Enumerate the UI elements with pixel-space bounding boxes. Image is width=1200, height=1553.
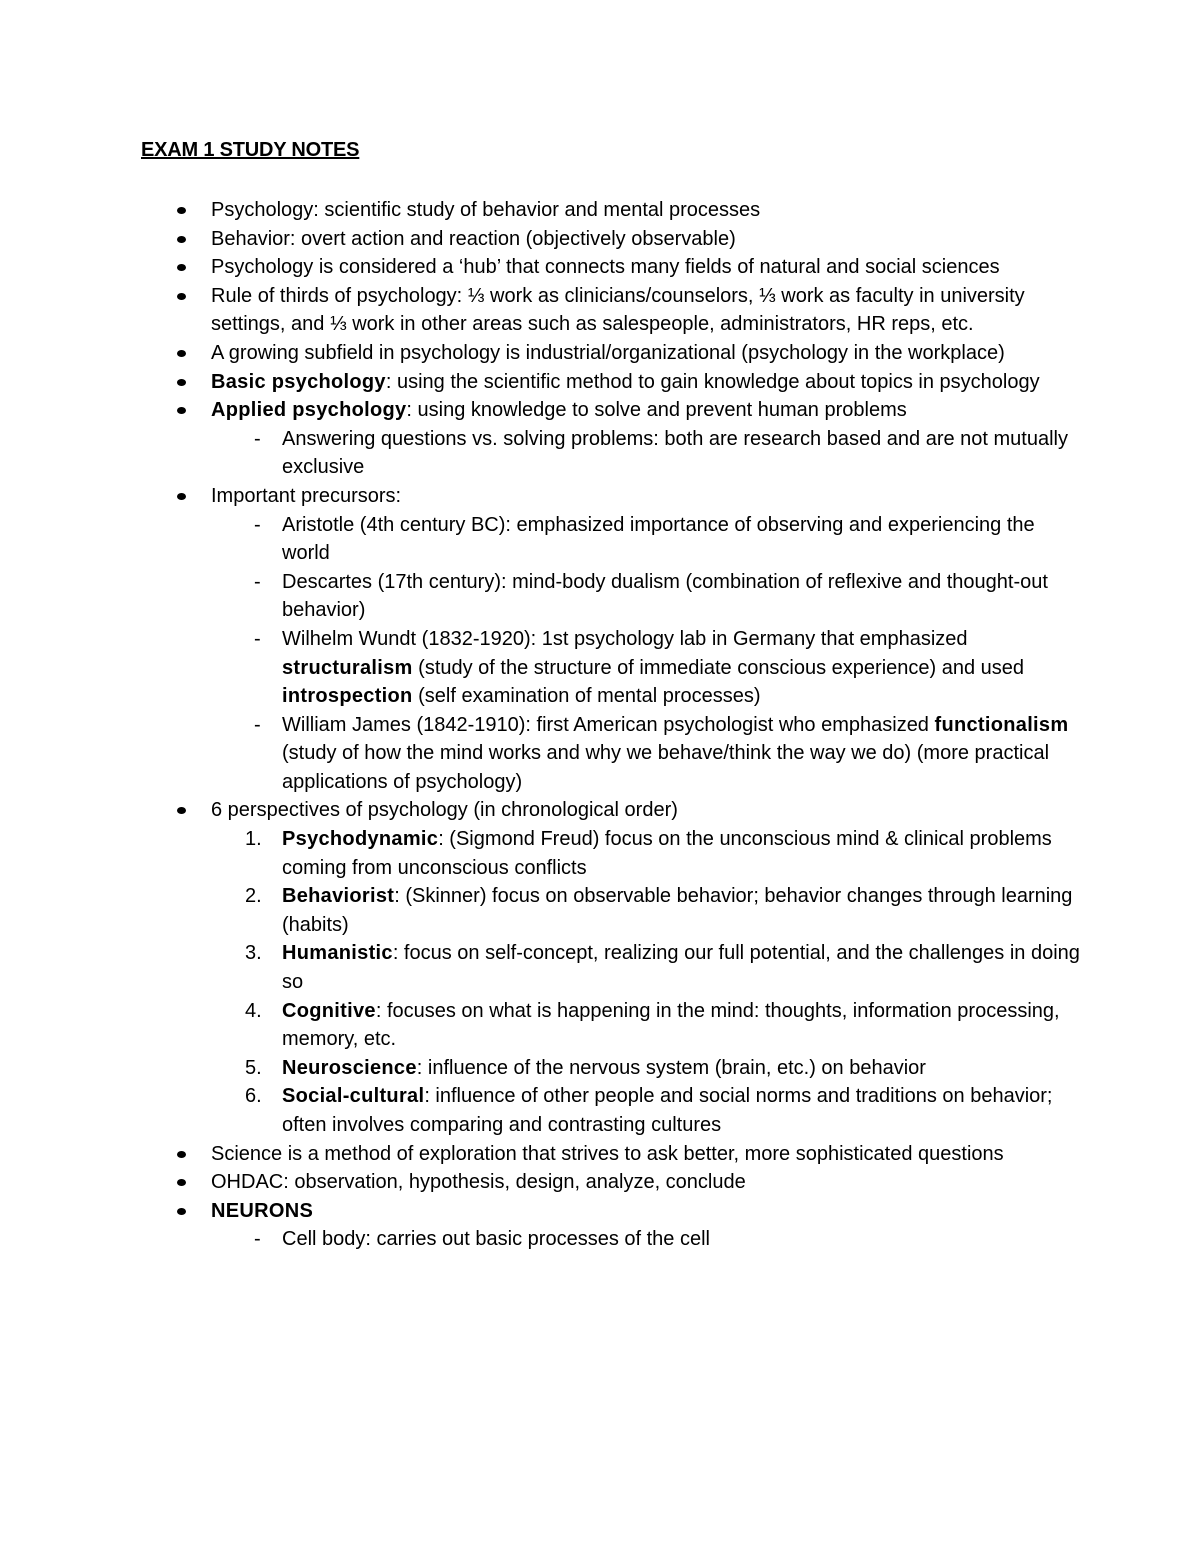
bullet-icon bbox=[177, 407, 186, 414]
note-text: William James (1842-1910): first American psychologist who emphasized bbox=[282, 713, 935, 736]
list-item bbox=[0, 282, 1200, 339]
list-item-text bbox=[211, 228, 736, 250]
dash-marker: - bbox=[254, 1228, 261, 1251]
note-text: Psychology: scientific study of behavior and mental processes bbox=[211, 199, 761, 221]
dash-marker: - bbox=[254, 513, 261, 536]
list-item bbox=[0, 1168, 1200, 1197]
sublist-item bbox=[211, 511, 1080, 568]
bullet-icon bbox=[177, 350, 186, 357]
list-item bbox=[0, 1197, 1200, 1254]
note-text: Cell body: carries out basic processes of the cell bbox=[282, 1228, 710, 1251]
sublist-item-text bbox=[282, 1057, 926, 1079]
list-item-text bbox=[211, 1143, 1004, 1165]
sublist-item bbox=[211, 425, 1080, 482]
list-item bbox=[0, 796, 1200, 1139]
list-item bbox=[0, 368, 1200, 397]
sublist-item bbox=[211, 939, 1080, 996]
sublist-item-text bbox=[282, 714, 1068, 793]
sublist-item-text bbox=[282, 628, 1024, 707]
bullet-icon bbox=[177, 493, 186, 500]
bold-term: Cognitive bbox=[282, 999, 376, 1022]
sublist-item-text bbox=[282, 571, 1048, 622]
sublist-item bbox=[211, 882, 1080, 939]
list-item-text bbox=[211, 399, 907, 421]
note-text: : using knowledge to solve and prevent human problems bbox=[406, 399, 907, 422]
note-text: : focuses on what is happening in the mind: thoughts, information processing, memory, etc. bbox=[282, 999, 1060, 1051]
list-number: 4. bbox=[245, 999, 262, 1022]
note-text: Wilhelm Wundt (1832-1920): 1st psychology lab in Germany that emphasized bbox=[282, 627, 968, 650]
sublist-item-text bbox=[282, 828, 1052, 879]
list-item bbox=[0, 482, 1200, 797]
sublist-item-text bbox=[282, 885, 1072, 936]
bullet-icon bbox=[177, 264, 186, 271]
note-text: Psychology is considered a ‘hub’ that connects many fields of natural and social sciences bbox=[211, 256, 1000, 279]
dash-marker: - bbox=[254, 713, 261, 736]
dash-marker: - bbox=[254, 427, 261, 450]
note-text: : influence of other people and social norms and traditions on behavior; often involves comparing and contrasting cultures bbox=[282, 1085, 1053, 1136]
sublist-item-text bbox=[282, 514, 1035, 565]
note-text: (study of the structure of immediate conscious experience) and used bbox=[412, 656, 1025, 679]
note-text: Science is a method of exploration that strives to ask better, more sophisticated questions bbox=[211, 1142, 1004, 1165]
sublist-item bbox=[211, 997, 1080, 1054]
dash-marker: - bbox=[254, 627, 261, 650]
sublist-item bbox=[211, 711, 1080, 797]
list-item bbox=[0, 396, 1200, 482]
note-text: : influence of the nervous system (brain, etc.) on behavior bbox=[416, 1056, 926, 1079]
list-number: 6. bbox=[245, 1085, 262, 1108]
bullet-icon bbox=[177, 807, 186, 814]
bullet-icon bbox=[177, 293, 186, 300]
list-item-text bbox=[211, 342, 1005, 364]
note-text: OHDAC: observation, hypothesis, design, analyze, conclude bbox=[211, 1171, 746, 1194]
list-item-text bbox=[211, 799, 678, 821]
list-item-text bbox=[211, 1171, 746, 1193]
dash-sublist bbox=[211, 1225, 1080, 1254]
note-text: Aristotle (4th century BC): emphasized importance of observing and experiencing the world bbox=[282, 513, 1035, 565]
note-text: Important precursors: bbox=[211, 484, 402, 507]
sublist-item bbox=[211, 625, 1080, 711]
list-item-text bbox=[211, 371, 1040, 393]
bold-term: Neuroscience bbox=[282, 1056, 417, 1079]
sublist-item-text bbox=[282, 1228, 710, 1250]
bold-term: Behaviorist bbox=[282, 885, 395, 908]
bullet-icon bbox=[177, 1151, 186, 1158]
sublist-item-text bbox=[282, 1085, 1053, 1136]
list-number: 3. bbox=[245, 942, 262, 965]
bullet-icon bbox=[177, 1179, 186, 1186]
note-text: Answering questions vs. solving problems: both are research based and are not mutually exclusive bbox=[282, 427, 1068, 479]
note-text: (self examination of mental processes) bbox=[412, 685, 761, 708]
dash-marker: - bbox=[254, 570, 261, 593]
sublist-item bbox=[211, 1054, 1080, 1083]
numbered-sublist bbox=[211, 825, 1080, 1140]
sublist-item bbox=[211, 1225, 1080, 1254]
list-item bbox=[0, 196, 1200, 225]
dash-sublist bbox=[211, 425, 1080, 482]
list-item bbox=[0, 225, 1200, 254]
sublist-item-text bbox=[282, 428, 1068, 479]
bold-term: Social-cultural bbox=[282, 1085, 425, 1108]
list-item-text bbox=[211, 256, 1000, 278]
note-text: (study of how the mind works and why we behave/think the way we do) (more practical applications of psychology) bbox=[282, 742, 1050, 793]
note-text: : focus on self-concept, realizing our full potential, and the challenges in doing so bbox=[282, 942, 1080, 994]
note-text: Rule of thirds of psychology: ⅓ work as clinicians/counselors, ⅓ work as faculty in university settings, and ⅓ work in other areas such as salespeople, administrators, HR reps, etc. bbox=[211, 284, 1025, 336]
bullet-icon bbox=[177, 207, 186, 214]
list-item-text bbox=[211, 199, 760, 221]
bold-term: NEURONS bbox=[211, 1199, 314, 1222]
list-number: 5. bbox=[245, 1056, 262, 1079]
bold-term: Basic psychology bbox=[211, 370, 386, 393]
bold-term: structuralism bbox=[282, 656, 413, 679]
dash-sublist bbox=[211, 511, 1080, 797]
sublist-item-text bbox=[282, 1000, 1060, 1051]
note-text: A growing subfield in psychology is industrial/organizational (psychology in the workplace) bbox=[211, 341, 1005, 364]
list-item-text bbox=[211, 1200, 313, 1222]
note-text: : (Skinner) focus on observable behavior; behavior changes through learning (habits) bbox=[282, 885, 1073, 936]
note-text: 6 perspectives of psychology (in chronological order) bbox=[211, 799, 678, 822]
bold-term: functionalism bbox=[934, 713, 1069, 736]
note-text: : (Sigmond Freud) focus on the unconscious mind & clinical problems coming from unconscious conflicts bbox=[282, 828, 1052, 879]
note-text: Behavior: overt action and reaction (objectively observable) bbox=[211, 227, 736, 250]
list-number: 1. bbox=[245, 828, 262, 851]
bold-term: Psychodynamic bbox=[282, 828, 439, 851]
bullet-icon bbox=[177, 1208, 186, 1215]
sublist-item bbox=[211, 568, 1080, 625]
note-text: : using the scientific method to gain knowledge about topics in psychology bbox=[385, 370, 1040, 393]
bold-term: Humanistic bbox=[282, 942, 393, 965]
sublist-item bbox=[211, 825, 1080, 882]
bullet-icon bbox=[177, 379, 186, 386]
bold-term: introspection bbox=[282, 685, 413, 708]
list-item-text bbox=[211, 285, 1025, 336]
list-item bbox=[0, 1140, 1200, 1169]
page-title: EXAM 1 STUDY NOTES bbox=[141, 139, 360, 161]
notes-list bbox=[0, 196, 1200, 1254]
list-item bbox=[0, 339, 1200, 368]
list-item-text bbox=[211, 485, 401, 507]
sublist-item-text bbox=[282, 942, 1080, 993]
bold-term: Applied psychology bbox=[211, 399, 407, 422]
list-number: 2. bbox=[245, 885, 262, 908]
note-text: Descartes (17th century): mind-body dualism (combination of reflexive and thought-out behavior) bbox=[282, 570, 1048, 622]
bullet-icon bbox=[177, 236, 186, 243]
sublist-item bbox=[211, 1082, 1080, 1139]
list-item bbox=[0, 253, 1200, 282]
